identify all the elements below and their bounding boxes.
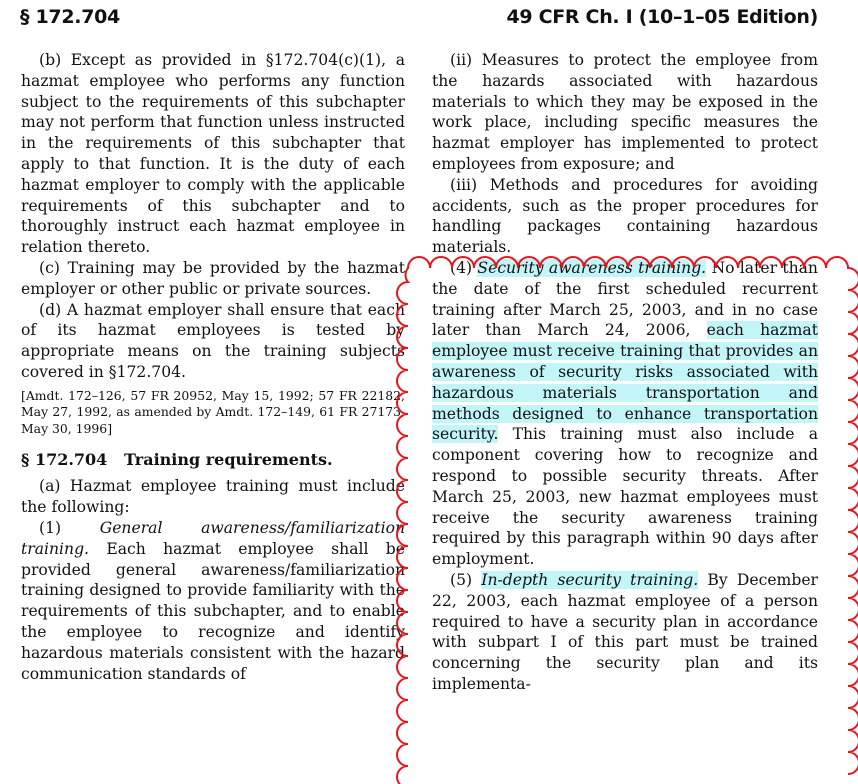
paragraph-1-heading: General awareness/familiarization training. [21,518,405,558]
paragraph-4-heading-highlight: Security awareness training. [477,258,707,277]
paragraph-4 [432,258,818,570]
paragraph-4-text-a: No later than the date of the first scheduled recurrent training after March 25, 2003, and in no case later than March 24, 2006, [432,258,818,340]
section-title: Training requirements. [124,449,333,469]
running-head-edition: 49 CFR Ch. I (10–1–05 Edition) [506,6,818,28]
paragraph-4-text-b: This training must also include a component covering how to recognize and respond to possible security threats. After March 25, 2003, new hazmat employees must receive the security awareness training required by this paragraph within 90 days after employment. [432,425,818,569]
running-head-section: § 172.704 [20,6,120,28]
paragraph-1-text: Each hazmat employee shall be provided general awareness/familiarization training designed to provide familiarity with the requirements of this subchapter, and to enable the employee to recognize and identify hazardous materials consistent with the hazard communication standards of [21,539,405,683]
paragraph-iii: (iii) Methods and procedures for avoiding accidents, such as the proper procedures for handling packages containing hazardous materials. [432,175,818,257]
paragraph-1 [21,518,405,684]
paragraph-5-heading-highlight: In-depth security training. [481,570,699,589]
paragraph-ii: (ii) Measures to protect the employee from the hazards associated with hazardous materials to which they may be exposed in the work place, including specific measures the hazmat employer has implemented to protect employees from exposure; and [432,51,818,173]
amendment-citation: [Amdt. 172–126, 57 FR 20952, May 15, 1992; 57 FR 22182, May 27, 1992, as amended by Amdt. 172–149, 61 FR 27173, May 30, 1996] [21,387,405,436]
right-column [432,50,818,695]
paragraph-1-number: (1) [39,518,62,537]
paragraph-a: (a) Hazmat employee training must include the following: [21,477,405,517]
paragraph-5 [432,570,818,695]
paragraph-4-highlight: each hazmat employee must receive training that provides an awareness of security risks associated with hazardous materials transportation and methods designed to enhance transportation security. [432,321,818,444]
paragraph-5-text: By December 22, 2003, each hazmat employee of a person required to have a security plan in accordance with subpart I of this part must be trained concerning the security plan and its implementa- [432,570,819,693]
paragraph-5-number: (5) [450,570,473,589]
section-heading [21,450,405,471]
section-number: § 172.704 [21,449,108,469]
paragraph-c: (c) Training may be provided by the hazmat employer or other public or private sources. [21,258,405,298]
paragraph-4-number: (4) [450,258,473,277]
left-column [21,50,405,684]
paragraph-b: (b) Except as provided in §172.704(c)(1), a hazmat employee who performs any function subject to the requirements of this subchapter may not perform that function unless instructed in the requirements of this subchapter that apply to that function. It is the duty of each hazmat employer to comply with the applicable requirements of this subchapter and to thoroughly instruct each hazmat employee in relation thereto. [21,51,405,257]
paragraph-d: (d) A hazmat employer shall ensure that each of its hazmat employees is tested by appropriate means on the training subjects covered in §172.704. [21,300,405,381]
